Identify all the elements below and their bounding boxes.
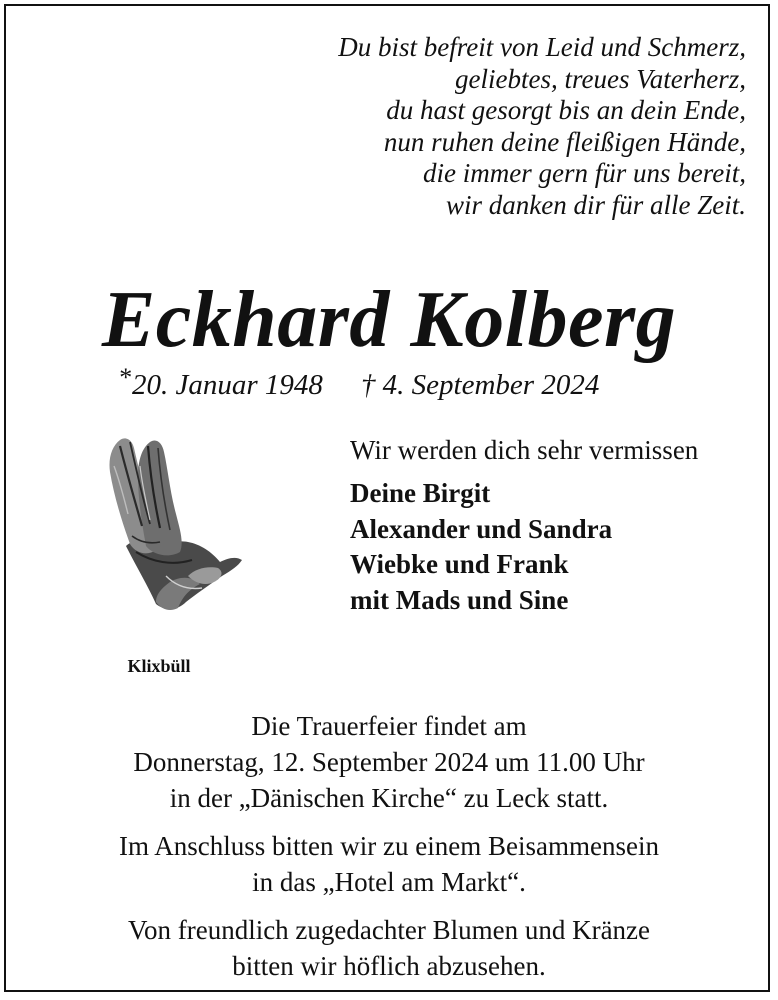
obituary-notice xyxy=(4,4,770,992)
life-dates xyxy=(118,358,599,405)
gathering-line: Im Anschluss bitten wir zu einem Beisammensein xyxy=(119,831,659,861)
funeral-line: Donnerstag, 12. September 2024 um 11.00 Uhr xyxy=(133,747,645,777)
mourner-name: mit Mads und Sine xyxy=(350,584,569,615)
mourner-name: Alexander und Sandra xyxy=(350,513,613,544)
poem-line: nun ruhen deine fleißigen Hände, xyxy=(383,126,746,157)
funeral-info xyxy=(6,708,772,816)
death-symbol: † xyxy=(360,369,376,401)
mourners-intro: Wir werden dich sehr vermissen xyxy=(350,435,699,465)
praying-hands-icon xyxy=(96,426,244,616)
poem-line: du hast gesorgt bis an dein Ende, xyxy=(386,95,746,125)
flowers-line: bitten wir höflich abzusehen. xyxy=(232,951,546,981)
deceased-name: Eckhard Kolberg xyxy=(101,276,677,364)
mourner-name: Wiebke und Frank xyxy=(350,549,569,579)
mourner-name: Deine Birgit xyxy=(350,478,491,508)
poem-line: die immer gern für uns bereit, xyxy=(423,158,746,188)
death-date: 4. September 2024 xyxy=(382,369,600,401)
gathering-info xyxy=(6,828,772,900)
funeral-line: Die Trauerfeier findet am xyxy=(251,711,527,741)
poem-line: geliebtes, treues Vaterherz, xyxy=(455,63,746,94)
mourners-list xyxy=(350,476,612,618)
place-name: Klixbüll xyxy=(127,656,191,676)
funeral-line: in der „Dänischen Kirche“ zu Leck statt. xyxy=(169,783,609,813)
birth-symbol: * xyxy=(118,363,131,392)
poem xyxy=(146,32,746,221)
flowers-note xyxy=(6,912,772,984)
gathering-line: in das „Hotel am Markt“. xyxy=(252,867,526,897)
poem-line: Du bist befreit von Leid und Schmerz, xyxy=(338,32,746,62)
flowers-line: Von freundlich zugedachter Blumen und Kränze xyxy=(127,915,651,945)
poem-line: wir danken dir für alle Zeit. xyxy=(446,189,746,220)
birth-date: 20. Januar 1948 xyxy=(132,369,323,401)
